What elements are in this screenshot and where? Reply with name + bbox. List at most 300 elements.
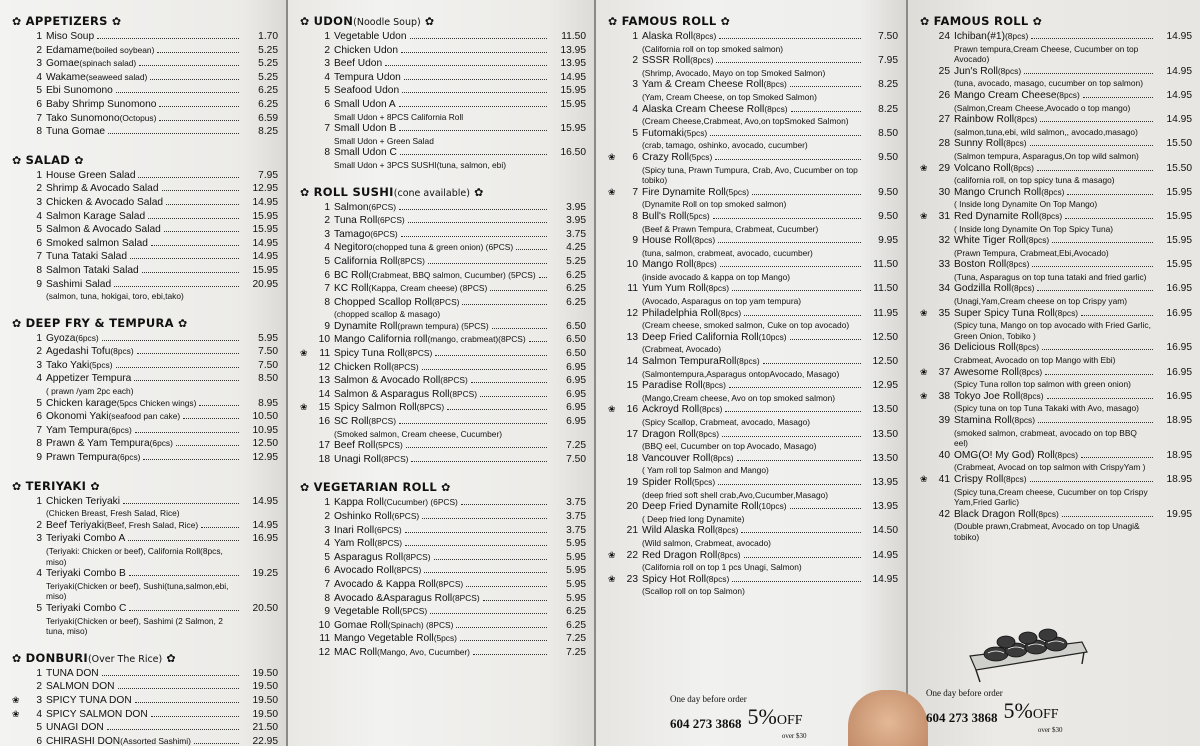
item-name-note: (8pcs) (1054, 449, 1079, 460)
menu-item (12, 30, 278, 44)
item-name (334, 361, 419, 375)
dot-leader (791, 111, 861, 112)
item-name-text: Teriyaki Combo B (46, 568, 126, 580)
item-description: (tuna, salmon, crabmeat, avocado, cucumber) (642, 247, 813, 258)
item-name (642, 307, 741, 321)
item-name-text: Boston Roll (954, 259, 1007, 271)
item-number: 8 (324, 296, 330, 308)
item-price: 9.50 (878, 186, 898, 198)
item-number: 5 (36, 397, 42, 409)
menu-item (608, 234, 898, 248)
item-name-note: (8pcs) (1003, 473, 1027, 484)
item-price: 18.95 (1166, 449, 1192, 461)
dot-leader (399, 106, 547, 107)
item-number: 5 (324, 85, 330, 97)
item-name-text: CHIRASHI DON (46, 735, 121, 746)
menu-item (300, 296, 586, 310)
menu-item (12, 237, 278, 251)
item-price: 6.25 (258, 98, 278, 110)
dot-leader (471, 382, 547, 383)
item-name-text: Mango California roll (334, 334, 428, 346)
dot-leader (1047, 398, 1153, 399)
dot-leader (490, 290, 547, 291)
promo-phone: 604 273 3868 (670, 716, 742, 731)
menu-section (12, 153, 278, 302)
menu-item (300, 401, 586, 415)
dot-leader (744, 315, 861, 316)
menu-item (300, 496, 586, 510)
menu-item (920, 89, 1192, 103)
item-name-text: Yam Roll (334, 538, 375, 550)
star-icon: ✿ (716, 15, 731, 28)
menu-item (608, 476, 898, 490)
menu-item (12, 735, 278, 746)
item-name-text: SPICY SALMON DON (46, 708, 148, 720)
item-description: (Scallop roll on top Salmon) (642, 586, 745, 597)
item-name (954, 341, 1039, 355)
item-name (334, 71, 401, 85)
section-title (12, 14, 278, 28)
item-name-note: (8pcs) (699, 404, 723, 415)
item-number: 2 (36, 519, 42, 531)
item-number: 5 (324, 255, 330, 267)
item-description: (Chicken Breast, Fresh Salad, Rice) (46, 508, 180, 519)
dot-leader (737, 460, 861, 461)
item-price: 3.95 (566, 201, 586, 213)
item-number: 4 (324, 538, 330, 550)
dot-leader (199, 405, 239, 406)
item-name-note: (8pcs) (702, 380, 726, 391)
star-icon: ✿ (300, 185, 314, 199)
chili-icon: ❀ (300, 348, 308, 359)
item-name-note: (8pcs) (695, 428, 720, 439)
item-price: 21.50 (252, 722, 278, 734)
item-name (46, 694, 132, 708)
menu-item (12, 451, 278, 465)
dot-leader (402, 92, 547, 93)
dot-leader (790, 339, 861, 340)
item-name-text: Tuna Gomae (46, 126, 106, 138)
item-name (334, 296, 459, 310)
dot-leader (732, 290, 861, 291)
item-name (46, 30, 94, 44)
item-name (334, 537, 402, 551)
dot-leader (404, 79, 547, 80)
menu-item (608, 379, 898, 393)
dot-leader (719, 38, 861, 39)
item-description: (Mango,Cream cheese, Avo on top smoked salmon) (642, 392, 836, 403)
item-price: 3.75 (566, 497, 586, 509)
item-price: 6.25 (566, 619, 586, 631)
item-name-text: Futomaki (642, 127, 684, 139)
item-price: 6.59 (258, 112, 278, 124)
item-price: 6.95 (566, 361, 586, 373)
item-price: 13.95 (872, 501, 898, 513)
item-price: 11.50 (561, 31, 586, 42)
item-number: 15 (318, 402, 330, 414)
item-price: 13.50 (872, 452, 898, 464)
item-name-note: (8PCS) (381, 453, 409, 464)
dot-leader (159, 106, 239, 107)
dot-leader (1037, 290, 1153, 291)
item-price: 14.95 (252, 519, 278, 531)
item-number: 36 (938, 342, 950, 354)
dot-leader (399, 209, 547, 210)
menu-item (920, 137, 1192, 151)
item-name (954, 113, 1037, 127)
item-name-text: House Roll (642, 235, 692, 247)
item-number: 39 (938, 415, 950, 426)
star-icon: ✿ (1028, 15, 1043, 28)
section-title-note: (Over The Rice) (87, 653, 163, 665)
item-description: (chopped scallop & masago) (334, 309, 441, 320)
promo-condition: over $30 (781, 732, 807, 740)
item-name (334, 57, 382, 71)
item-name (46, 721, 104, 735)
item-price: 18.95 (1166, 473, 1192, 485)
item-name-note: (5PCS) (399, 606, 428, 617)
item-price: 20.95 (252, 278, 278, 290)
dot-leader (435, 355, 547, 356)
item-name-note: (8pcs) (710, 452, 734, 463)
dot-leader (139, 65, 239, 66)
menu-item (608, 127, 898, 141)
menu-item (300, 388, 586, 402)
item-number: 6 (36, 735, 42, 746)
item-price: 14.95 (252, 196, 278, 208)
dot-leader (716, 62, 861, 63)
item-name (46, 708, 148, 722)
chili-icon: ❀ (300, 402, 308, 413)
dot-leader (744, 557, 861, 558)
menu-item (300, 255, 586, 269)
dot-leader (1037, 170, 1153, 171)
item-number: 23 (626, 573, 638, 585)
dot-leader (1042, 349, 1153, 350)
item-description: (Spicy Scallop, Crabmeat, avocado, Masago) (642, 417, 811, 427)
menu-item (300, 228, 586, 242)
item-name (334, 282, 487, 296)
item-number: 1 (36, 667, 42, 679)
item-name (334, 333, 526, 347)
item-price: 5.95 (566, 592, 586, 604)
item-name (46, 182, 159, 196)
item-name (954, 210, 1062, 224)
item-number: 4 (36, 210, 42, 222)
item-name-note: (mango, crabmeat)(8PCS) (427, 334, 526, 345)
item-number: 10 (626, 259, 638, 271)
item-name-text: Salmon & Avocado Roll (334, 375, 441, 387)
item-number: 3 (36, 533, 42, 545)
item-price: 13.95 (560, 44, 586, 56)
item-name-text: Asparagus Roll (334, 551, 404, 563)
promo-label: One day before order (926, 688, 1003, 698)
item-name-note: (8pcs) (715, 525, 739, 536)
item-description: Small Udon + Green Salad (334, 135, 434, 146)
item-name-note: (8pcs) (691, 235, 716, 246)
item-name (954, 282, 1034, 296)
dot-leader (157, 52, 239, 53)
item-name (46, 169, 135, 183)
item-price: 6.25 (566, 606, 586, 618)
item-number: 13 (626, 331, 638, 343)
dot-leader (1032, 266, 1153, 267)
item-name (334, 632, 457, 646)
item-name (334, 496, 458, 510)
item-name (642, 282, 729, 296)
item-name-note: (Spinach) (8PCS) (387, 619, 454, 630)
item-price: 14.95 (252, 495, 278, 507)
item-name-text: Awesome Roll (954, 366, 1019, 378)
item-description: (inside avocado & kappa on top Mango) (642, 271, 791, 282)
item-name (642, 30, 716, 44)
item-number: 6 (36, 98, 42, 110)
item-name-text: OMG(O! My God) Roll (954, 449, 1055, 461)
item-name-note: (seaweed salad) (85, 71, 148, 82)
menu-item (608, 403, 898, 417)
item-name (954, 89, 1080, 103)
item-number: 5 (36, 722, 42, 734)
item-name-text: Seafood Udon (334, 85, 400, 97)
item-name-note: (6pcs) (117, 452, 141, 463)
item-name (46, 278, 111, 292)
dot-leader (1038, 422, 1153, 423)
item-price: 8.95 (258, 397, 278, 409)
item-name-text: SALMON DON (46, 681, 115, 693)
dot-leader (151, 245, 239, 246)
star-icon: ✿ (107, 15, 122, 28)
item-price: 5.95 (566, 551, 586, 563)
item-number: 5 (36, 85, 42, 97)
menu-item (608, 500, 898, 514)
dot-leader (473, 654, 547, 655)
item-description: (Spicy Tuna rollon top salmon with green onion) (954, 379, 1131, 390)
item-number: 9 (36, 452, 42, 464)
item-name-note: (8PCS) (404, 348, 433, 359)
item-name-text: Chicken Teriyaki (46, 495, 120, 507)
item-name-text: Shrimp & Avocado Salad (46, 183, 159, 195)
item-name (334, 592, 480, 606)
item-name-note: (6pcs) (108, 424, 132, 435)
menu-item (608, 54, 898, 68)
menu-item (12, 112, 278, 126)
menu-item (608, 549, 898, 563)
star-icon: ✿ (437, 481, 451, 495)
item-name-note: (5pcs) (433, 633, 457, 644)
chili-icon: ❀ (12, 694, 20, 705)
menu-item (12, 223, 278, 237)
item-number: 10 (318, 619, 330, 631)
item-description: (California roll on top smoked salmon) (642, 43, 784, 54)
item-number: 6 (36, 411, 42, 423)
item-name-text: Dynamite Roll (334, 320, 398, 332)
menu-item (608, 307, 898, 321)
star-icon: ✿ (70, 153, 84, 167)
item-name-text: Yam & Cream Cheese Roll (642, 79, 764, 91)
section-title (920, 14, 1192, 28)
section-title-text: VEGETARIAN ROLL (313, 480, 438, 495)
item-name (642, 54, 713, 68)
item-number: 4 (36, 373, 42, 385)
item-name-text: Crispy Roll (954, 473, 1004, 485)
menu-item (300, 374, 586, 388)
menu-item (920, 186, 1192, 200)
menu-item (12, 410, 278, 424)
item-name-text: KC Roll (334, 283, 369, 295)
item-number: 3 (36, 196, 42, 208)
item-name-text: Prawn Tempura (46, 452, 118, 464)
promo-discount: 5%OFF (747, 704, 803, 729)
dot-leader (166, 204, 239, 205)
item-price: 9.50 (878, 210, 898, 222)
dot-leader (539, 277, 547, 278)
item-name-text: Okonomi Yaki (46, 411, 109, 423)
menu-item (12, 169, 278, 183)
item-price: 6.50 (566, 320, 586, 332)
item-name-text: Rainbow Roll (954, 114, 1015, 126)
item-name-note: (8pcs) (764, 103, 788, 114)
item-name-note: (8PCS) (393, 565, 422, 576)
dot-leader (741, 532, 861, 533)
dot-leader (529, 341, 547, 342)
item-name (46, 735, 191, 746)
item-number: 5 (324, 551, 330, 563)
item-price: 8.25 (258, 126, 278, 138)
dot-leader (135, 702, 239, 703)
item-name-text: SSSR Roll (642, 55, 691, 67)
item-number: 4 (36, 71, 42, 83)
item-name-text: Miso Soup (46, 31, 95, 42)
item-number: 40 (938, 449, 950, 461)
item-name (334, 255, 425, 269)
item-name-note: (10pcs) (758, 331, 787, 342)
item-name (46, 44, 154, 58)
item-description: (Tuna, Asparagus on top tuna tataki and fried garlic) (954, 271, 1147, 282)
dot-leader (790, 86, 861, 87)
item-price: 19.50 (252, 694, 278, 706)
menu-item (608, 103, 898, 117)
item-number: 42 (938, 508, 950, 520)
item-name-text: Ichiban(#1) (954, 31, 1005, 42)
item-number: 2 (36, 44, 42, 56)
item-number: 5 (632, 127, 638, 139)
item-description: (crab, tamago, oshinko, avocado, cucumber) (642, 140, 808, 151)
menu-item (300, 333, 586, 347)
item-name-note: (5PCS) (375, 440, 403, 451)
menu-item (12, 694, 278, 708)
promo-phone: 604 273 3868 (926, 710, 998, 725)
dot-leader (399, 130, 547, 131)
item-name-text: Oshinko Roll (334, 511, 392, 522)
item-name-note: (8PCS) (397, 255, 425, 266)
chili-icon: ❀ (608, 186, 616, 197)
item-description: (Shrimp, Avocado, Mayo on top Smoked Salmon) (642, 67, 826, 78)
item-name-text: Unagi Roll (334, 453, 381, 465)
dot-leader (434, 559, 547, 560)
item-price: 4.25 (566, 242, 586, 254)
dot-leader (183, 418, 239, 419)
menu-item (608, 186, 898, 200)
item-number: 15 (626, 380, 638, 392)
item-name-text: Paradise Roll (642, 380, 703, 392)
menu-item (608, 452, 898, 466)
item-name-note: (chopped tuna & green onion) (6PCS) (372, 242, 514, 253)
item-price: 14.95 (252, 237, 278, 249)
item-name-text: Godzilla Roll (954, 283, 1012, 295)
dot-leader (143, 459, 239, 460)
item-price: 22.95 (252, 735, 278, 746)
dot-leader (401, 236, 547, 237)
section-title-note: (Noodle Soup) (353, 17, 421, 28)
item-name-text: White Tiger Roll (954, 235, 1026, 247)
star-icon: ✿ (12, 316, 26, 330)
menu-item (300, 592, 586, 606)
item-name-text: Deep Fried Dynamite Roll (642, 501, 759, 513)
item-price: 19.50 (252, 667, 278, 679)
menu-item (12, 437, 278, 451)
item-price: 15.95 (1166, 259, 1192, 271)
item-name (46, 372, 131, 386)
section-title (12, 651, 278, 665)
item-description: (tuna, avocado, masago, cucumber on top salmon) (954, 78, 1144, 89)
item-name-text: Tako Sunomono (46, 112, 120, 124)
thumb-photo (848, 690, 928, 746)
menu-section (920, 14, 1192, 543)
dot-leader (116, 92, 239, 93)
menu-item (920, 30, 1192, 44)
item-name (46, 57, 136, 71)
menu-item (300, 122, 586, 136)
menu-item (12, 210, 278, 224)
item-name-note: (8pcs) (1015, 342, 1039, 353)
item-name-text: Mango Roll (642, 259, 694, 271)
item-price: 11.95 (873, 307, 898, 319)
item-number: 8 (632, 210, 638, 222)
menu-item (300, 282, 586, 296)
item-name (334, 510, 419, 524)
item-number: 7 (36, 112, 42, 124)
item-name-note: (8pcs) (736, 356, 760, 367)
item-price: 11.50 (873, 283, 898, 295)
dot-leader (718, 242, 861, 243)
item-description: (deep fried soft shell crab,Avo,Cucumber,Masago) (642, 489, 829, 500)
item-number: 2 (632, 55, 638, 67)
menu-item (608, 30, 898, 44)
item-name-note: (8PCS) (416, 402, 445, 413)
item-name-text: Teriyaki Combo C (46, 602, 127, 614)
sushi-boat-illustration (966, 612, 1091, 684)
menu-item (608, 428, 898, 442)
item-name-text: Baby Shrimp Sunomono (46, 98, 157, 110)
menu-item (300, 320, 586, 334)
item-name (954, 449, 1078, 463)
dot-leader (466, 586, 547, 587)
star-icon: ✿ (300, 481, 314, 495)
item-name-text: Alaska Roll (642, 31, 693, 42)
item-price: 19.95 (1166, 508, 1192, 520)
item-name-text: Vancouver Roll (642, 452, 711, 464)
item-number: 9 (632, 235, 638, 247)
menu-item (300, 57, 586, 71)
item-description: Crabmeat, Avocado on top Mango with Ebi) (954, 355, 1116, 366)
item-name-text: Tamago (334, 228, 371, 240)
item-number: 1 (36, 332, 42, 344)
item-name-note: (8pcs) (692, 31, 717, 41)
menu-item (608, 524, 898, 538)
item-name (334, 320, 489, 334)
item-name (334, 578, 463, 592)
item-name-text: Spicy Tuna Roll (334, 348, 405, 360)
